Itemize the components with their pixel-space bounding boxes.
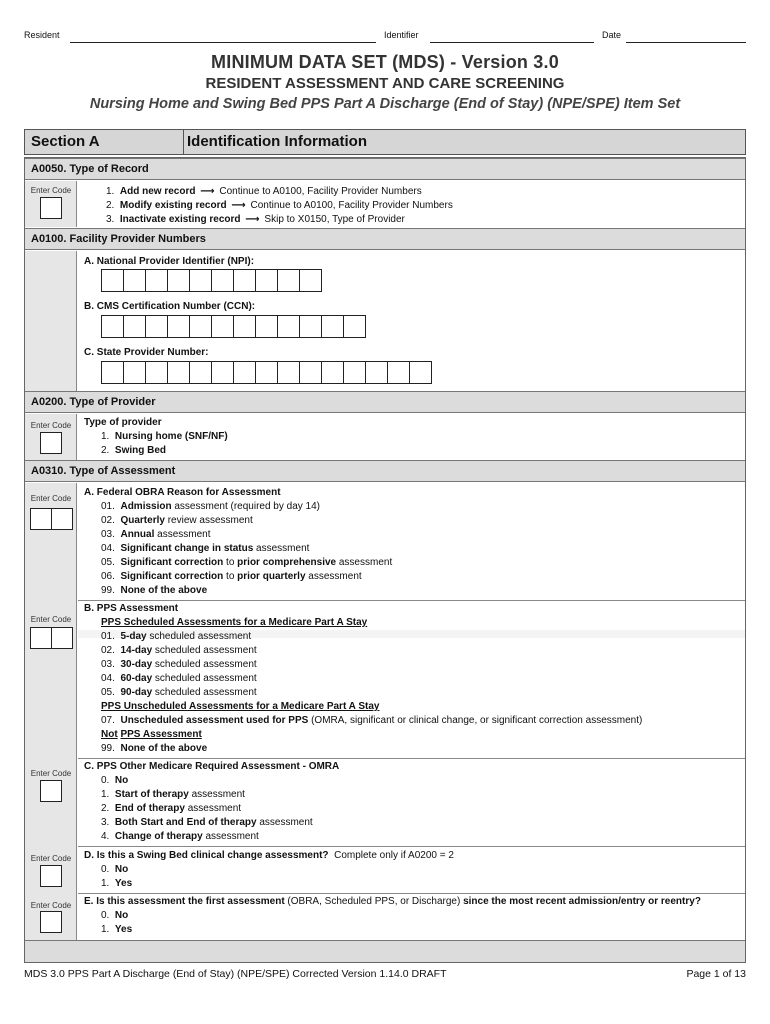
a0200-header: A0200. Type of Provider [25, 391, 745, 413]
a-opts-option: 06. Significant correction to prior quarterly assessment [101, 571, 362, 582]
date-label: Date [602, 30, 622, 40]
a0310e-option-1: 1. Yes [101, 924, 133, 935]
a0050-option-3: 3. Inactivate existing record ⟶ Skip to X0150, Type of Provider [106, 214, 405, 225]
state-provider-label: C. State Provider Number: [84, 347, 209, 358]
enter-code-label: Enter Code [30, 769, 72, 778]
c-opts-option: 4. Change of therapy assessment [101, 831, 259, 842]
c-opts-option: 1. Start of therapy assessment [101, 789, 245, 800]
a0310b-title: B. PPS Assessment [84, 603, 179, 614]
a0100-header: A0100. Facility Provider Numbers [25, 228, 745, 250]
section-footer-bar [25, 940, 745, 962]
b-opts-option: 04. 60-day scheduled assessment [101, 673, 257, 684]
a0310b-code-digit-2[interactable] [51, 627, 73, 649]
resident-field[interactable] [70, 42, 376, 43]
a0050-code-box[interactable] [40, 197, 62, 219]
item-set-title: Nursing Home and Swing Bed PPS Part A Discharge (End of Stay) (NPE/SPE) Item Set [89, 96, 681, 112]
a0310b-option-07: 07. Unscheduled assessment used for PPS (OMRA, significant or clinical change, or significant correction assessment) [101, 715, 643, 726]
identifier-label: Identifier [384, 30, 419, 40]
arrow-right-icon: ⟶ [231, 200, 246, 211]
a0310b-scheduled-options [101, 630, 257, 700]
ccn-label: B. CMS Certification Number (CCN): [84, 301, 256, 312]
a0310e-code-box[interactable] [40, 911, 62, 933]
ccn-input[interactable] [101, 315, 365, 338]
a0310b-code-digit-1[interactable] [30, 627, 52, 649]
a0310c-title: C. PPS Other Medicare Required Assessment - OMRA [84, 761, 340, 772]
a0200-question: Type of provider [84, 417, 162, 428]
a0050-option-2: 2. Modify existing record ⟶ Continue to A0100, Facility Provider Numbers [106, 200, 453, 211]
c-opts-option: 2. End of therapy assessment [101, 803, 242, 814]
a0310c-code-box[interactable] [40, 780, 62, 802]
a0050-header: A0050. Type of Record [25, 158, 745, 180]
a0310d-option-0: 0. No [101, 864, 129, 875]
a0310a-options [101, 500, 392, 598]
enter-code-label: Enter Code [30, 615, 72, 624]
npi-input[interactable] [101, 269, 321, 292]
b-opts-option: 01. 5-day scheduled assessment [101, 631, 252, 642]
enter-code-label: Enter Code [30, 186, 72, 195]
a0310d-option-1: 1. Yes [101, 878, 133, 889]
section-header [24, 129, 746, 155]
a-opts-option: 05. Significant correction to prior comprehensive assessment [101, 557, 393, 568]
date-field[interactable] [626, 42, 746, 43]
a0310b-unscheduled-heading: PPS Unscheduled Assessments for a Medicare Part A Stay [101, 701, 380, 712]
arrow-right-icon: ⟶ [200, 186, 215, 197]
a0310a-code-digit-1[interactable] [30, 508, 52, 530]
a-opts-option: 01. Admission assessment (required by day 14) [101, 501, 320, 512]
a-opts-option: 04. Significant change in status assessment [101, 543, 310, 554]
enter-code-label: Enter Code [30, 421, 72, 430]
page-number: Page 1 of 13 [686, 968, 746, 980]
identifier-field[interactable] [430, 42, 594, 43]
c-opts-option: 0. No [101, 775, 129, 786]
npi-label: A. National Provider Identifier (NPI): [84, 256, 255, 267]
a0310b-scheduled-heading: PPS Scheduled Assessments for a Medicare Part A Stay [101, 617, 368, 628]
footer-version: MDS 3.0 PPS Part A Discharge (End of Stay) (NPE/SPE) Corrected Version 1.14.0 DRAFT [24, 968, 447, 980]
a0200-option-2: 2. Swing Bed [101, 445, 167, 456]
enter-code-label: Enter Code [30, 854, 72, 863]
b-opts-option: 05. 90-day scheduled assessment [101, 687, 257, 698]
a-opts-option: 03. Annual assessment [101, 529, 211, 540]
enter-code-label: Enter Code [30, 494, 72, 503]
section-title: Identification Information [187, 133, 367, 150]
arrow-right-icon: ⟶ [245, 214, 260, 225]
a0310-header: A0310. Type of Assessment [25, 460, 745, 482]
a0310a-title: A. Federal OBRA Reason for Assessment [84, 487, 281, 498]
b-opts-option: 03. 30-day scheduled assessment [101, 659, 257, 670]
a0310a-code-digit-2[interactable] [51, 508, 73, 530]
enter-code-label: Enter Code [30, 901, 72, 910]
a0310b-not-pps-heading: Not PPS Assessment [101, 729, 202, 740]
c-opts-option: 3. Both Start and End of therapy assessment [101, 817, 313, 828]
a-opts-option: 02. Quarterly review assessment [101, 515, 253, 526]
a-opts-option: 99. None of the above [101, 585, 208, 596]
b-opts-option: 02. 14-day scheduled assessment [101, 645, 257, 656]
state-provider-input[interactable] [101, 361, 431, 384]
form-subtitle: RESIDENT ASSESSMENT AND CARE SCREENING [205, 75, 565, 92]
a0310c-options [101, 774, 313, 844]
a0310d-code-box[interactable] [40, 865, 62, 887]
a0310e-option-0: 0. No [101, 910, 129, 921]
section-label: Section A [31, 133, 100, 150]
a0200-option-1: 1. Nursing home (SNF/NF) [101, 431, 228, 442]
a0050-option-1: 1. Add new record ⟶ Continue to A0100, Facility Provider Numbers [106, 186, 422, 197]
a0310b-option-99: 99. None of the above [101, 743, 208, 754]
a0310e-title: E. Is this assessment the first assessment (OBRA, Scheduled PPS, or Discharge) since the most recent admission/entry or reentry? [84, 896, 701, 907]
a0200-code-box[interactable] [40, 432, 62, 454]
a0310d-title: D. Is this a Swing Bed clinical change assessment? Complete only if A0200 = 2 [84, 850, 454, 861]
resident-label: Resident [24, 30, 60, 40]
form-title: MINIMUM DATA SET (MDS) - Version 3.0 [211, 52, 559, 72]
